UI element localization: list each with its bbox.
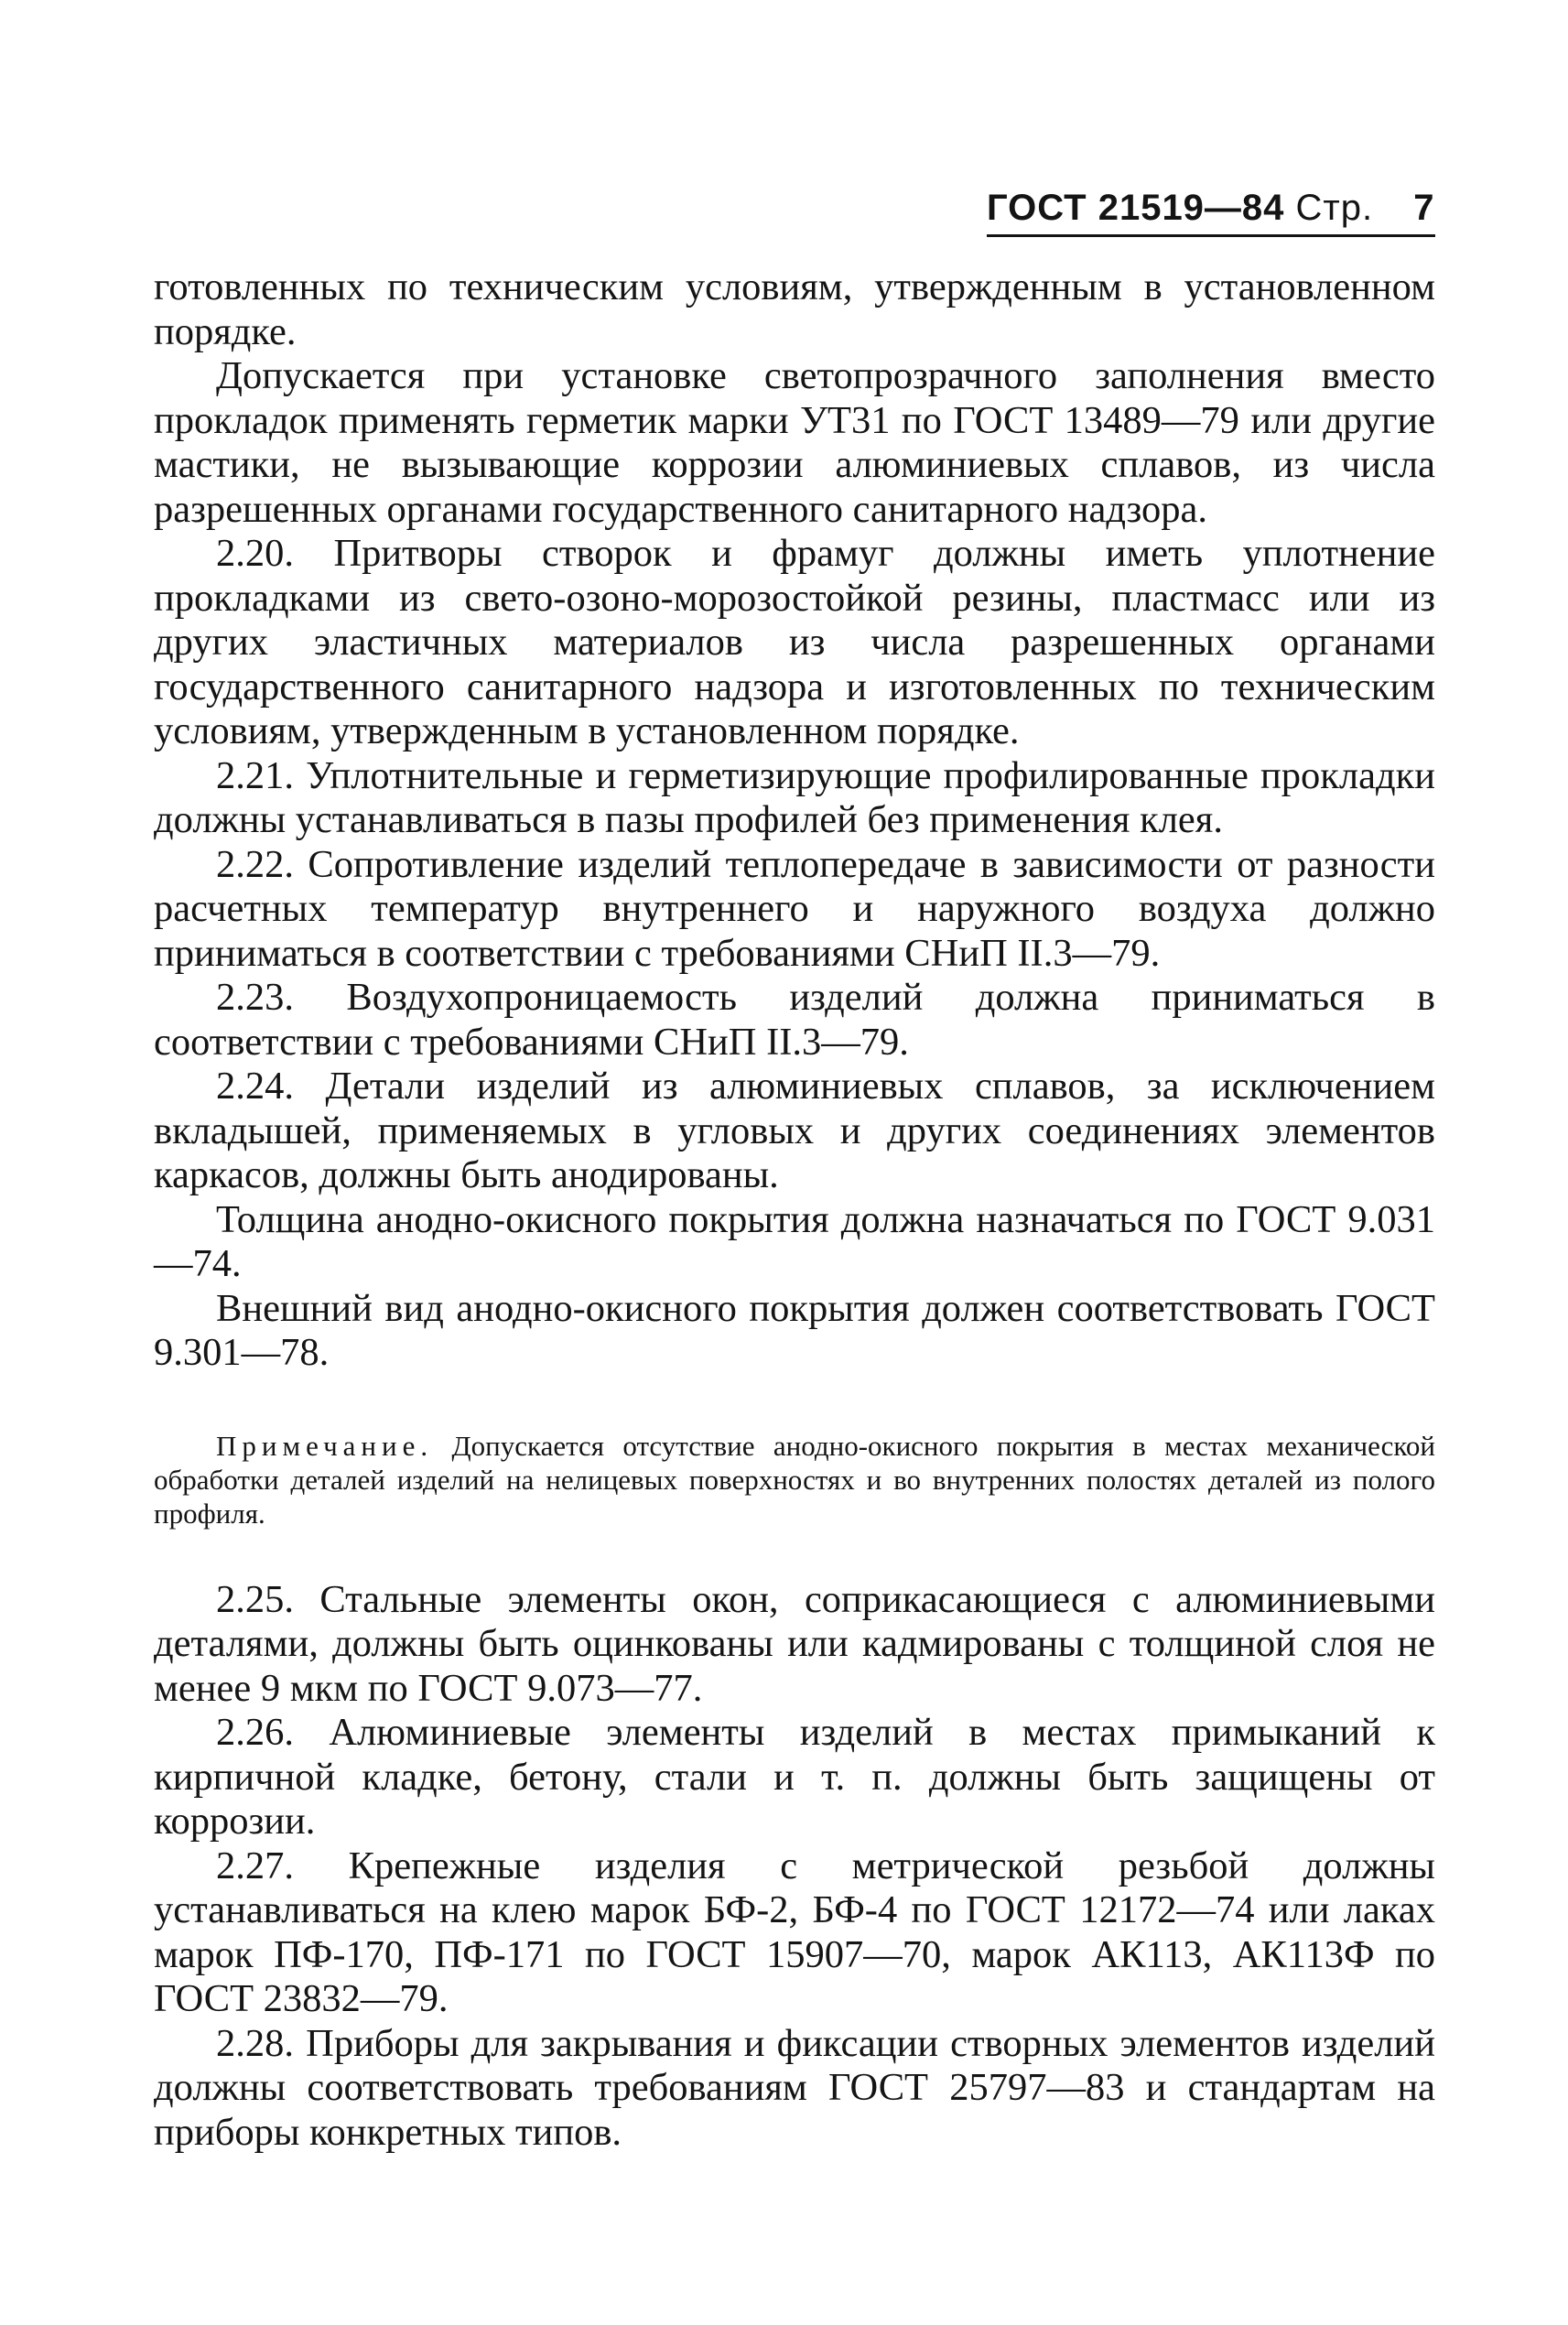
paragraph-2-25: 2.25. Стальные элементы окон, соприкасающиеся с алюминиевыми деталями, должны быть оцинкованы или кадмированы с толщиной слоя не менее 9 мкм по ГОСТ 9.073—77. [154,1577,1435,1710]
paragraph-2-26: 2.26. Алюминиевые элементы изделий в местах примыканий к кирпичной кладке, бетону, стали и т. п. должны быть защищены от коррозии. [154,1711,1435,1843]
note [154,1429,1435,1530]
paragraph-sealant: Допускается при установке светопрозрачного заполнения вместо прокладок применять герметик марки УТ31 по ГОСТ 13489—79 или другие мастики, не вызывающие коррозии алюминиевых сплавов, из числа разрешенных органами государственного санитарного надзора. [154,354,1435,531]
gost-number: ГОСТ 21519—84 [987,188,1285,228]
document-body [154,265,1435,2155]
header-rule [987,234,1435,237]
note-text: Допускается отсутствие анодно-окисного покрытия в местах механической обработки деталей изделий на нелицевых поверхностях и во внутренних полостях деталей из полого профиля. [154,1429,1436,1530]
paragraph-2-23: 2.23. Воздухопроницаемость изделий должна приниматься в соответствии с требованиями СНиП II.3—79. [154,976,1435,1064]
paragraph-continuation: готовленных по техническим условиям, утвержденным в установленном порядке. [154,265,1435,353]
paragraph-coating-thickness: Толщина анодно-окисного покрытия должна назначаться по ГОСТ 9.031—74. [154,1197,1435,1285]
paragraph-2-22: 2.22. Сопротивление изделий теплопередаче в зависимости от разности расчетных температур внутреннего и наружного воздуха должно приниматься в соответствии с требованиями СНиП II.3—79. [154,842,1435,975]
note-label: Примечание. [216,1429,434,1462]
page-header [987,188,1444,229]
paragraph-2-28: 2.28. Приборы для закрывания и фиксации створных элементов изделий должны соответствовать требованиям ГОСТ 25797—83 и стандартам на приборы конкретных типов. [154,2021,1435,2154]
page-number: 7 [1413,188,1435,228]
page-label: Стр. [1295,188,1374,228]
paragraph-2-24: 2.24. Детали изделий из алюминиевых сплавов, за исключением вкладышей, применяемых в угловых и других соединениях элементов каркасов, должны быть анодированы. [154,1065,1435,1196]
paragraph-2-20: 2.20. Притворы створок и фрамуг должны иметь уплотнение прокладками из свето-озоно-морозостойкой резины, пластмасс или из других эластичных материалов из числа разрешенных органами государственного санитарного надзора и изготовленных по техническим условиям, утвержденным в установленном порядке. [154,532,1435,752]
paragraph-2-27: 2.27. Крепежные изделия с метрической резьбой должны устанавливаться на клею марок БФ-2, БФ-4 по ГОСТ 12172—74 или лаках марок ПФ-170, ПФ-171 по ГОСТ 15907—70, марок АК113, АК113Ф по ГОСТ 23832—79. [154,1844,1435,2020]
paragraph-coating-appearance: Внешний вид анодно-окисного покрытия должен соответствовать ГОСТ 9.301—78. [154,1286,1435,1374]
paragraph-2-21: 2.21. Уплотнительные и герметизирующие профилированные прокладки должны устанавливаться в пазы профилей без применения клея. [154,753,1435,841]
